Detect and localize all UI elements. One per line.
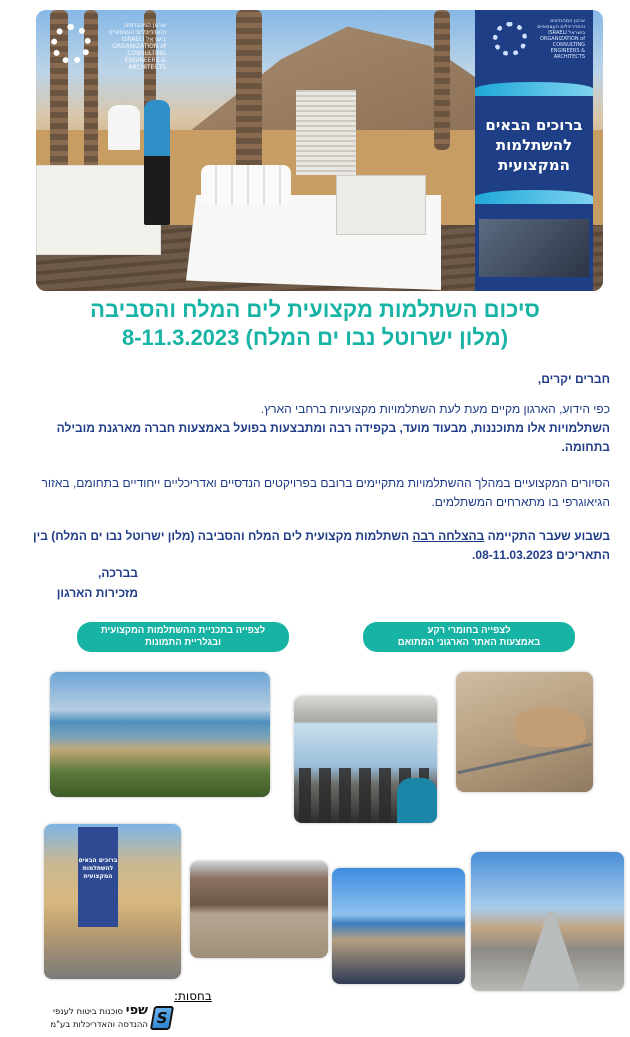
gallery-photo-building-tour	[294, 696, 437, 823]
greeting: חברים יקרים,	[537, 372, 610, 386]
paragraph-1-line-1: כפי הידוע, הארגון מקיים מעת לעת השתלמויות מקצועיות ברחבי הארץ.	[260, 402, 610, 416]
mini-banner-text: ברוכים הבאים להשתלמות המקצועית	[78, 857, 118, 880]
gallery-photo-mountain-group	[190, 861, 328, 958]
sponsor-line-1: סוכנות ביטוח לענפי	[53, 1007, 124, 1017]
banner-wave	[475, 190, 593, 204]
gallery-photo-beach-lecture	[44, 824, 181, 979]
person	[144, 100, 170, 225]
ibex	[516, 707, 586, 747]
sponsor-label: בחסות:	[174, 989, 212, 1003]
sponsor-text	[34, 1004, 148, 1032]
banner-photo	[479, 219, 589, 277]
banner-logo-text: ארגון המהנדסים והאדריכלים העצמאיים בישראל ISRAELI ORGANIZATION of CONSULTING ENGINEERS & ARCHITECTS	[537, 18, 585, 60]
program-gallery-button[interactable]	[77, 622, 289, 652]
background-materials-button[interactable]	[363, 622, 575, 652]
welcome-banner	[475, 10, 593, 291]
page-title	[0, 296, 630, 352]
gallery-photo-sea-walk	[332, 868, 465, 984]
person	[397, 778, 437, 823]
program-gallery-label-1: לצפייה בתכניית ההשתלמות המקצועית	[100, 625, 266, 636]
sponsor-brand: שפי	[125, 1003, 148, 1018]
closing	[38, 563, 138, 603]
paragraph-3	[30, 527, 610, 565]
background-materials-label-2: באמצעות האתר הארגוני המתואם	[397, 637, 541, 648]
gallery-photo-industrial-site	[471, 852, 624, 991]
banner-title-line: להשתלמות	[495, 136, 573, 154]
banner-title-line: ברוכים הבאים	[485, 116, 583, 134]
gallery-photo-ibex	[456, 672, 593, 792]
success-link[interactable]: בהצלחה רבה	[412, 529, 485, 543]
gallery-photo-dead-sea	[50, 672, 270, 797]
paragraph-1-line-2: השתלמויות אלו מתוכננות, מבעוד מועד, בקפידה רבה ומתבצעות בפועל באמצעות חברה מארגנת מובילה בתחומה.	[56, 421, 610, 454]
banner-title	[475, 115, 593, 175]
closing-greeting: בברכה,	[97, 566, 138, 580]
background-materials-label-1: לצפייה בחומרי רקע	[427, 625, 511, 636]
paragraph-2: הסיורים המקצועיים במהלך ההשתלמויות מתקיימים ברובם בפרויקטים הנדסיים ואדריכליים ייחודיים בתחומם, באזור הגיאוגרפי בו מתארחים המשתלמים.	[41, 476, 610, 509]
sponsor-line-2: ההנדסה והאדריכלות בע"מ	[50, 1020, 148, 1030]
org-logo-text: ארגון המהנדסים והאדריכלים העצמאיים בישראל ISRAELI ORGANIZATION of CONSULTING ENGINEERS & ARCHITECTS	[108, 22, 166, 71]
walkway	[521, 912, 581, 991]
side-table	[36, 165, 161, 255]
paragraph-3-end: השתלמות מקצועית לים המלח והסביבה (מלון ישרוטל נבו ים המלח) בין התאריכים 08-11.03.2023.	[33, 529, 610, 562]
banner-title-line: המקצועית	[498, 156, 570, 174]
banner-logo-icon	[493, 22, 527, 56]
gift-bags	[336, 175, 426, 235]
mini-banner	[78, 827, 118, 927]
towels	[201, 165, 291, 205]
title-line-1: סיכום השתלמות מקצועית לים המלח והסביבה	[90, 297, 540, 322]
paragraph-1	[30, 400, 610, 457]
hero-photo	[36, 10, 603, 291]
sponsor-logo-icon: S	[150, 1006, 174, 1030]
banner-wave	[475, 82, 593, 96]
person	[108, 105, 140, 150]
paragraph-3-start: בשבוע שעבר התקיימה	[484, 529, 610, 543]
org-logo-icon	[51, 24, 91, 64]
signature: מזכירות הארגון	[56, 586, 138, 600]
title-line-2: (מלון ישרוטל נבו ים המלח) 8-11.3.2023	[121, 325, 509, 350]
palm-tree	[434, 10, 450, 150]
railing	[457, 743, 592, 774]
stacked-chairs	[296, 90, 356, 175]
program-gallery-label-2: ובגלריית התמונות	[145, 637, 221, 648]
